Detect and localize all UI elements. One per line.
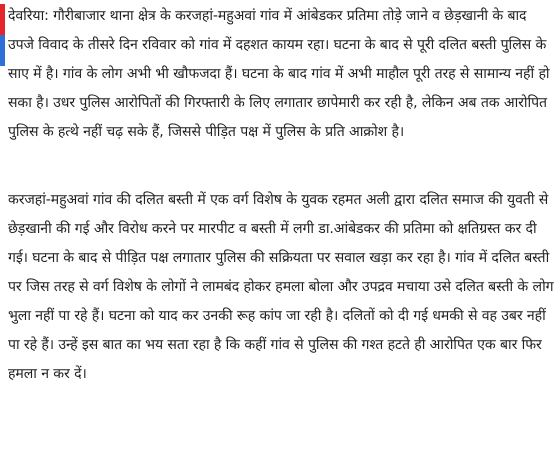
- accent-bar: [0, 4, 5, 66]
- article-body: [8, 2, 554, 389]
- article-paragraph-2: करजहां-महुअवां गांव की दलित बस्ती में एक वर्ग विशेष के युवक रहमत अली द्वारा दलित समाज की युवती से छेड़खानी की गई और विरोध करने पर मारपीट व बस्ती में लगी डा.आंबेडकर की प्रतिमा को क्षतिग्रस्त कर दी गई। घटना के बाद से पीड़ित पक्ष लगातार पुलिस की सक्रियता पर सवाल खड़ा कर रहा है। गांव में दलित बस्ती पर जिस तरह से वर्ग विशेष के लोगों ने लामबंद होकर हमला बोला और उपद्रव मचाया उसे दलित बस्ती के लोग भुला नहीं पा रहे हैं। घटना को याद कर उनकी रूह कांप जा रही है। दलितों को दी गई धमकी से वह उबर नहीं पा रहे हैं। उन्हें इस बात का भय सता रहा है कि कहीं गांव से पुलिस की गश्त हटते ही आरोपित एक बार फिर हमला न कर दें।: [8, 192, 554, 382]
- article-paragraph-1: देवरिया: गौरीबाजार थाना क्षेत्र के करजहां-महुअवां गांव में आंबेडकर प्रतिमा तोड़े जाने व छेड़खानी के बाद उपजे विवाद के तीसरे दिन रविवार को गांव में दहशत कायम रहा। घटना के बाद से पूरी दलित बस्ती पुलिस के साए में है। गांव के लोग अभी भी खौफजदा हैं। घटना के बाद गांव में अभी माहौल पूरी तरह से सामान्य नहीं हो सका है। उधर पुलिस आरोपितों की गिरफ्तारी के लिए लगातार छापेमारी कर रही है, लेकिन अब तक आरोपित पुलिस के हत्थे नहीं चढ़ सके हैं, जिससे पीड़ित पक्ष में पुलिस के प्रति आक्रोश है।: [8, 8, 550, 140]
